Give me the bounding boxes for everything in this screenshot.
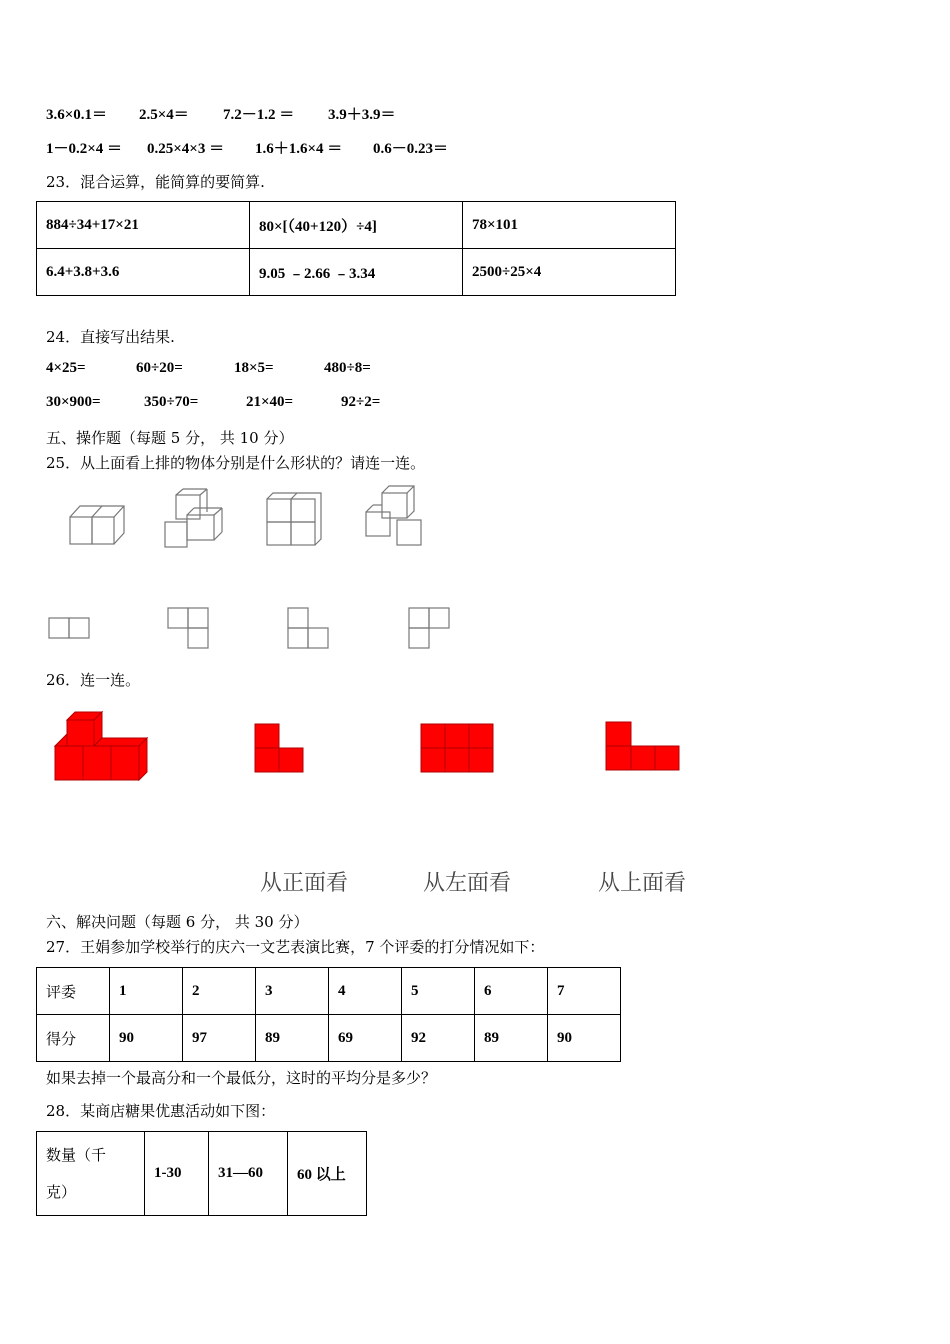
q26-label-left: 从左面看	[423, 871, 512, 896]
q24-title: 24．直接写出结果.	[46, 328, 175, 346]
q27-judge-3: 3	[256, 968, 329, 1015]
oral-row1-item-1: 3.6×0.1＝	[46, 107, 108, 123]
q26-title: 26．连一连。	[46, 671, 141, 689]
oral-row2-item-4: 0.6－0.23＝	[373, 141, 449, 157]
section5-heading: 五、操作题（每题 5 分， 共 10 分）	[46, 429, 294, 447]
q27-judge-4: 4	[329, 968, 402, 1015]
q25-title: 25．从上面看上排的物体分别是什么形状的？请连一连。	[46, 454, 426, 472]
q27-score-4: 69	[329, 1015, 402, 1062]
q28-header-line2: 克）	[46, 1182, 77, 1201]
q28-header-line1: 数量（千	[46, 1145, 107, 1164]
q26-label-top: 从上面看	[598, 871, 687, 896]
q23-cell-r1c3: 78×101	[463, 202, 676, 249]
q26-view-l-long	[606, 722, 679, 770]
oral-row2-item-1: 1－0.2×4 ＝	[46, 141, 123, 157]
q27-judge-2: 2	[183, 968, 256, 1015]
q26-red-3d-object	[55, 712, 147, 780]
q27-judge-5: 5	[402, 968, 475, 1015]
q27-score-5: 92	[402, 1015, 475, 1062]
q27-judge-7: 7	[548, 968, 621, 1015]
q24-row2-item-4: 92÷2=	[341, 394, 381, 410]
q28-table	[36, 1131, 367, 1216]
q27-score-6: 89	[475, 1015, 548, 1062]
q27-title: 27．王娟参加学校举行的庆六一文艺表演比赛，7 个评委的打分情况如下：	[46, 938, 545, 956]
q24-row1-item-1: 4×25=	[46, 360, 86, 376]
q27-score-7: 90	[548, 1015, 621, 1062]
q23-cell-r1c1: 884÷34+17×21	[37, 202, 250, 249]
q28-range-2: 31—60	[209, 1132, 288, 1216]
q26-label-front: 从正面看	[260, 871, 349, 896]
q27-judge-6: 6	[475, 968, 548, 1015]
oral-row1-item-3: 7.2－1.2 ＝	[223, 107, 295, 123]
oral-row1-item-2: 2.5×4＝	[139, 107, 189, 123]
q23-cell-r2c2: 9.05 ﹣2.66 ﹣3.34	[250, 249, 463, 296]
q24-row1-item-4: 480÷8=	[324, 360, 371, 376]
q24-row2-item-3: 21×40=	[246, 394, 294, 410]
q26-view-l-small	[255, 724, 303, 772]
q27-header-judge: 评委	[37, 968, 110, 1015]
q27-score-1: 90	[110, 1015, 183, 1062]
oral-row2-item-2: 0.25×4×3 ＝	[147, 141, 225, 157]
oral-row1-item-4: 3.9＋3.9＝	[328, 107, 396, 123]
section6-heading: 六、解决问题（每题 6 分， 共 30 分）	[46, 913, 309, 931]
q28-title: 28．某商店糖果优惠活动如下图：	[46, 1102, 276, 1120]
q28-range-3: 60 以上	[288, 1132, 367, 1216]
q27-judge-1: 1	[110, 968, 183, 1015]
q23-title: 23．混合运算，能简算的要简算.	[46, 173, 265, 191]
q27-score-2: 97	[183, 1015, 256, 1062]
q28-range-1: 1-30	[145, 1132, 209, 1216]
q24-row2-item-1: 30×900=	[46, 394, 101, 410]
q27-table	[36, 967, 621, 1062]
q23-cell-r2c3: 2500÷25×4	[463, 249, 676, 296]
q24-row1-item-2: 60÷20=	[136, 360, 183, 376]
q27-score-3: 89	[256, 1015, 329, 1062]
q23-cell-r2c1: 6.4+3.8+3.6	[37, 249, 250, 296]
oral-row2-item-3: 1.6＋1.6×4 ＝	[255, 141, 343, 157]
q24-row1-item-3: 18×5=	[234, 360, 274, 376]
q28-header-quantity	[37, 1132, 145, 1216]
q23-cell-r1c2: 80×[（40+120）÷4]	[250, 202, 463, 249]
q27-header-score: 得分	[37, 1015, 110, 1062]
q26-view-grid	[421, 724, 493, 772]
q24-row2-item-2: 350÷70=	[144, 394, 199, 410]
q27-question: 如果去掉一个最高分和一个最低分，这时的平均分是多少？	[46, 1069, 437, 1087]
